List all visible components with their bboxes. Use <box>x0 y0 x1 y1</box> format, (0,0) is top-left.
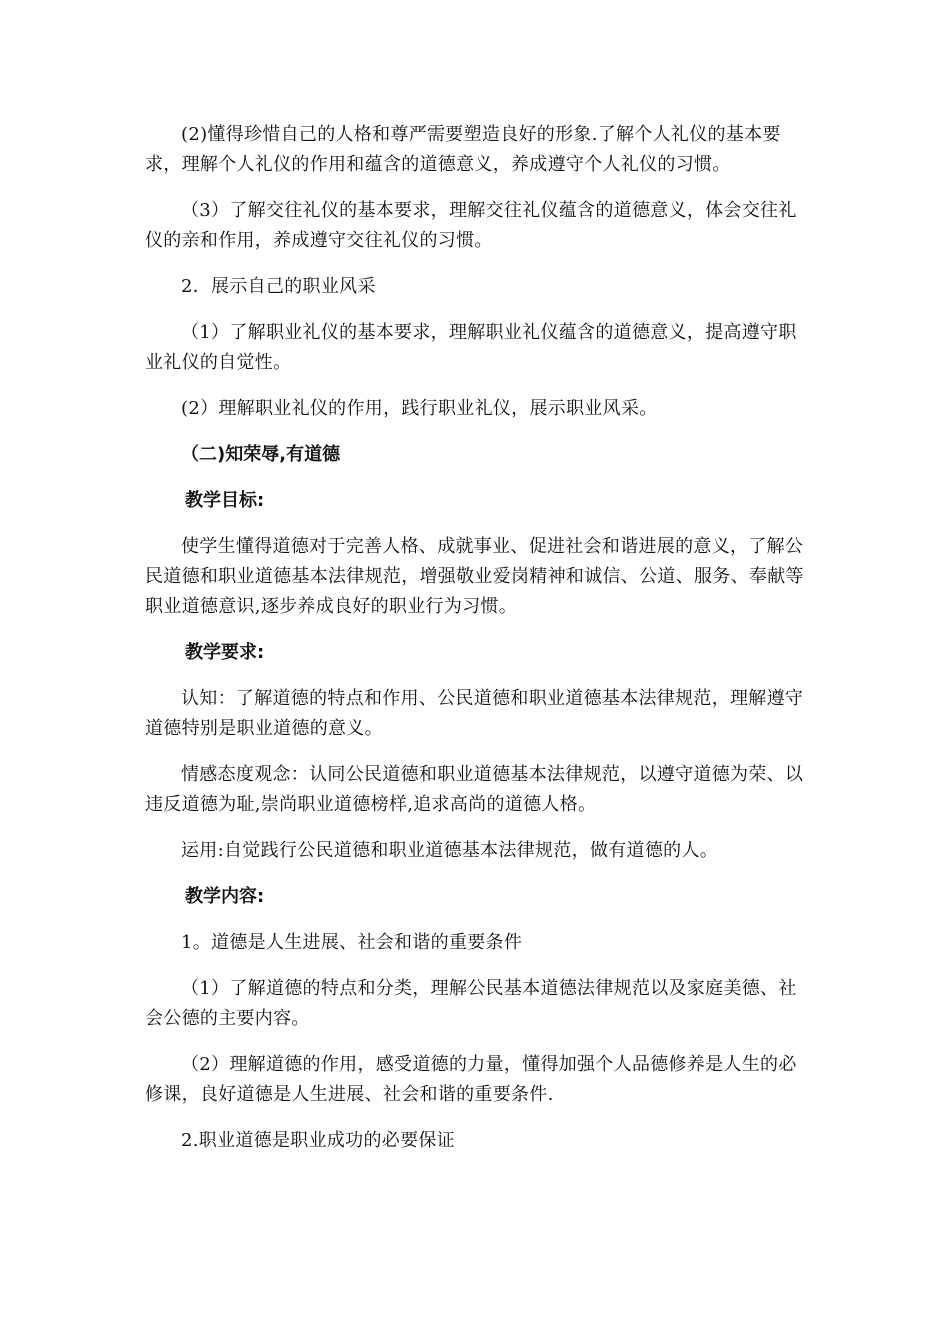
subheading-teaching-goals: 教学目标: <box>185 490 265 511</box>
paragraph-social-etiquette: （3）了解交往礼仪的基本要求，理解交往礼仪蕴含的道德意义，体会交往礼仪的亲和作用，养成遵守交往礼仪的习惯。 <box>145 200 797 251</box>
subheading-teaching-requirements: 教学要求: <box>185 642 265 663</box>
paragraph-emotion-attitude: 情感态度观念：认同公民道德和职业道德基本法律规范，以遵守道德为荣、以违反道德为耻,崇尚职业道德榜样,追求高尚的道德人格。 <box>145 764 804 815</box>
subheading-teaching-content: 教学内容: <box>185 886 265 907</box>
section-item-morality-condition: 1。道德是人生进展、社会和谐的重要条件 <box>181 932 523 953</box>
paragraph-teaching-goals: 使学生懂得道德对于完善人格、成就事业、促进社会和谐进展的意义，了解公民道德和职业道德基本法律规范，增强敬业爱岗精神和诚信、公道、服务、奉献等职业道德意识,逐步养成良好的职业行为习惯。 <box>145 536 804 617</box>
paragraph-cognition: 认知：了解道德的特点和作用、公民道德和职业道德基本法律规范，理解遵守道德特别是职业道德的意义。 <box>145 688 804 739</box>
section-heading-honor-morality: （二)知荣辱,有道德 <box>181 444 341 465</box>
section-item-career-morality: 2.职业道德是职业成功的必要保证 <box>181 1130 455 1151</box>
paragraph-career-etiquette-role: (2）理解职业礼仪的作用，践行职业礼仪，展示职业风采。 <box>181 398 658 419</box>
paragraph-personal-etiquette: (2)懂得珍惜自己的人格和尊严需要塑造良好的形象.了解个人礼仪的基本要求，理解个人礼仪的作用和蕴含的道德意义，养成遵守个人礼仪的习惯。 <box>145 124 781 175</box>
document-page <box>145 120 810 1172</box>
paragraph-morality-features: （1）了解道德的特点和分类，理解公民基本道德法律规范以及家庭美德、社会公德的主要内容。 <box>145 978 797 1029</box>
paragraph-morality-role: （2）理解道德的作用，感受道德的力量，懂得加强个人品德修养是人生的必修课，良好道德是人生进展、社会和谐的重要条件. <box>145 1054 797 1105</box>
paragraph-application: 运用:自觉践行公民道德和职业道德基本法律规范，做有道德的人。 <box>181 840 719 861</box>
paragraph-career-etiquette-requirements: （1）了解职业礼仪的基本要求，理解职业礼仪蕴含的道德意义，提高遵守职业礼仪的自觉性。 <box>145 322 797 373</box>
section-item-show-career-style: 2．展示自己的职业风采 <box>181 276 376 297</box>
